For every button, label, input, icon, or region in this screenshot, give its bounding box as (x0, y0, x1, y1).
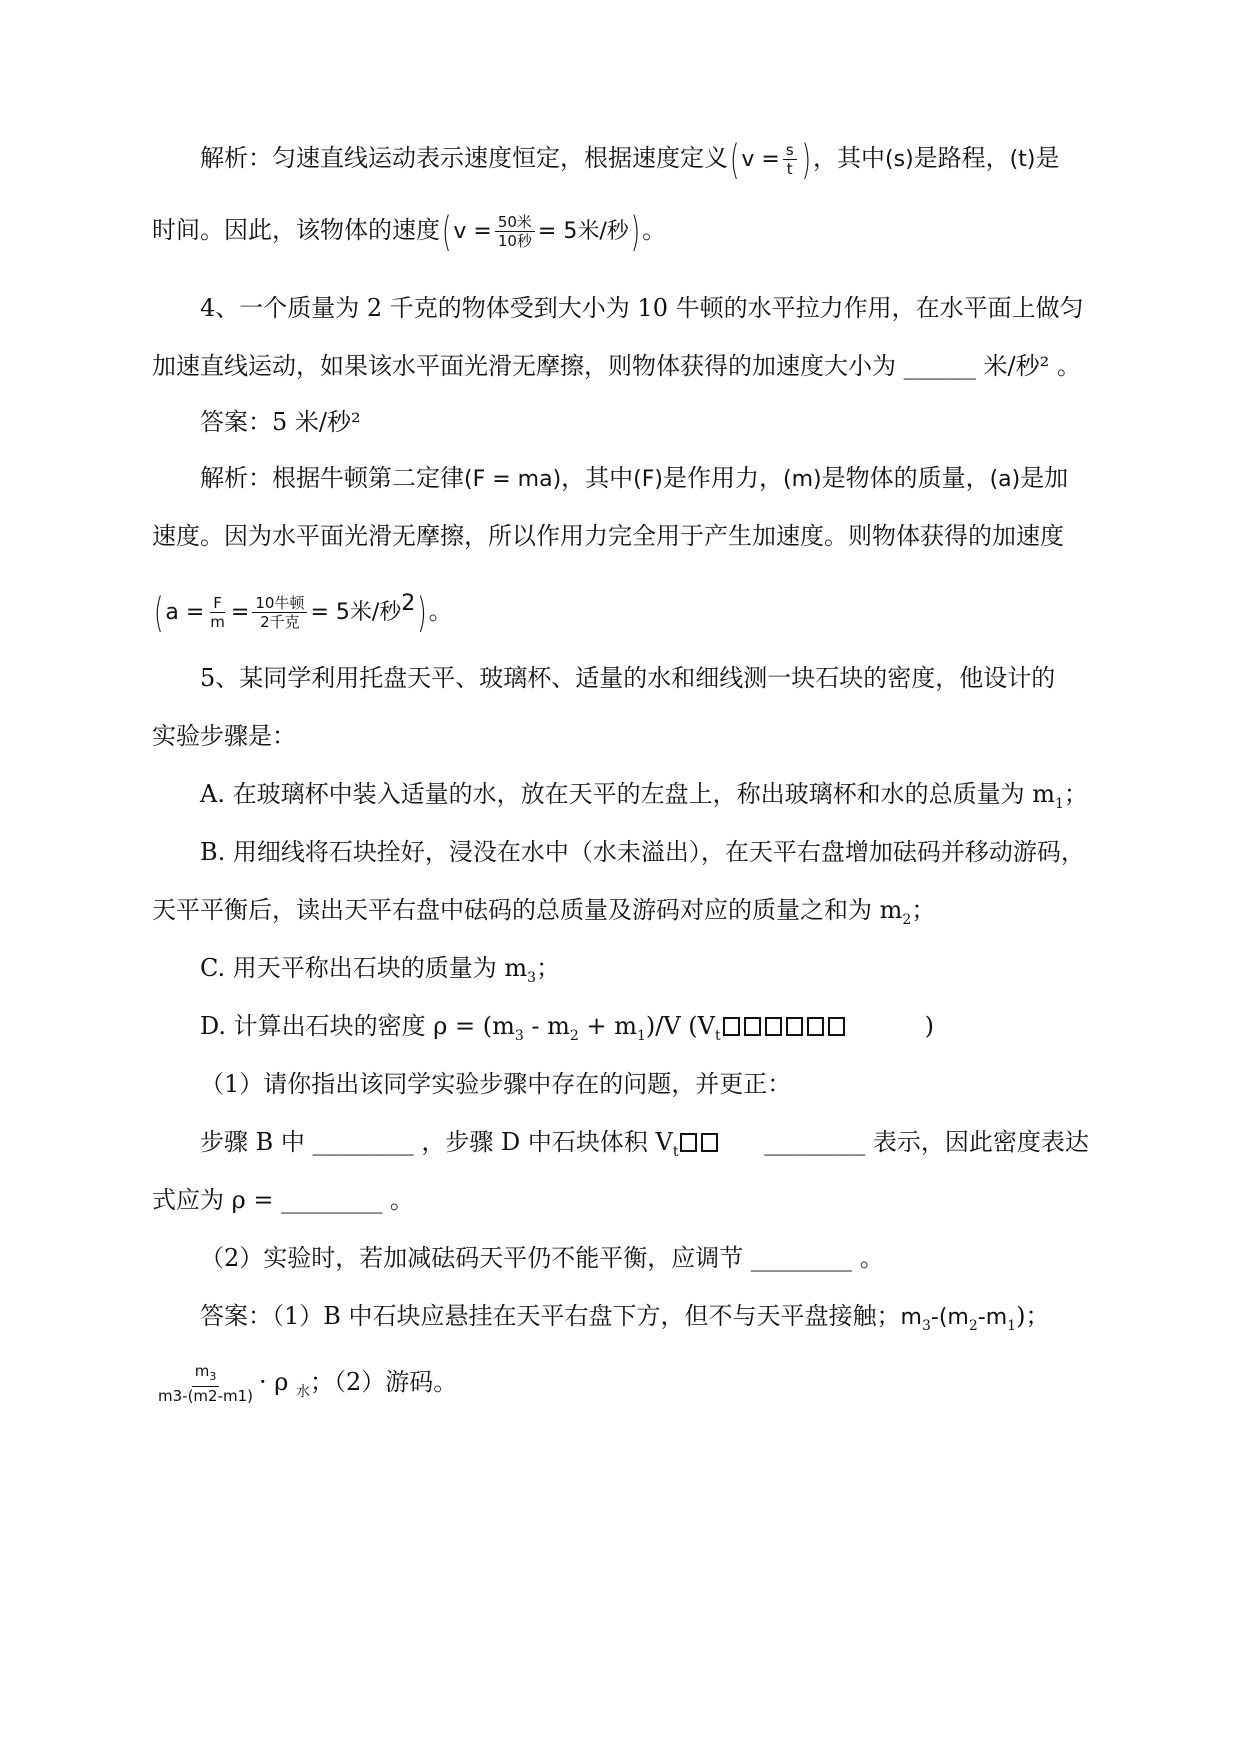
question-4-analysis-2: 速度。因为水平面光滑无摩擦，所以作用力完全用于产生加速度。则物体获得的加速度 (152, 522, 1064, 550)
answer-blank-4[interactable]: _______ (750, 1244, 853, 1272)
missing-glyph-box (680, 1133, 697, 1152)
answer-blank-3[interactable]: _______ (281, 1186, 383, 1214)
fraction-F-over-m: $\frac{F}{m}$ (210, 594, 225, 631)
fraction-density: $\frac{m_3}{m3-(m2-m1)}$ (158, 1362, 253, 1405)
density-formula-line: 式应为 ρ = _______ 。 (152, 1180, 1092, 1220)
sub-question-1: （1）请你指出该同学实验步骤中存在的问题，并更正： (200, 1070, 792, 1098)
answer-line-1: 答案：（1）B 中石块应悬挂在天平右盘下方，但不与天平盘接触；$m_3-(m_2-m_1)$； (200, 1302, 1050, 1334)
missing-glyph-box (723, 1017, 740, 1036)
question-5-line-1: 5、某同学利用托盘天平、玻璃杯、适量的水和细线测一块石块的密度，他设计的 (200, 664, 1056, 692)
sub-question-2: （2）实验时，若加减砝码天平仍不能平衡，应调节 _______ 。 (200, 1238, 1092, 1278)
missing-glyph-box (786, 1017, 803, 1036)
missing-glyph-box (765, 1017, 782, 1036)
question-4-answer: 答案：5 米/秒² (200, 408, 361, 436)
answer-line-2: $\frac{m_3}{m3-(m2-m1)}$ · ρ $_水$；（2）游码。 (152, 1362, 1092, 1412)
fraction-10N-over-2kg: $\frac{\text{10牛顿}}{\text{2千克}}$ (252, 594, 307, 631)
step-D: D. 计算出石块的密度 $\rho = (m_3 - m_2 + m_1)/V$ ($V_t$ ) (200, 1012, 935, 1044)
step-C: C. 用天平称出石块的质量为 $m_3$； (200, 954, 561, 986)
math: v = (741, 147, 780, 172)
missing-glyph-box (807, 1017, 824, 1036)
question-4-line-2: 加速直线运动，如果该水平面光滑无摩擦，则物体获得的加速度大小为 _____ 米/秒² 。 (152, 346, 1092, 386)
question-4-analysis-1: 解析：根据牛顿第二定律(F = ma)，其中(F)是作用力，(m)是物体的质量，(a)是加 (200, 464, 1069, 492)
answer-blank-1[interactable]: _______ (312, 1128, 414, 1156)
fraction-50m-over-10s: $\frac{\text{50米}}{\text{10秒}}$ (495, 213, 535, 250)
fraction-s-over-t: $\frac{s}{t}$ (783, 141, 797, 178)
question-4-analysis-3: (a = $\frac{F}{m}$ = $\frac{\text{10牛顿}}{\text{2千克}}$ = 5米/秒$^2$)。 (154, 588, 453, 637)
missing-glyph-box (828, 1017, 845, 1036)
question-5-line-2: 实验步骤是： (152, 722, 296, 750)
answer-blank[interactable]: _____ (903, 352, 976, 380)
answer-blank-2[interactable]: _______ (764, 1128, 866, 1156)
missing-glyph-box (744, 1017, 761, 1036)
analysis-line-2: 时间。因此，该物体的速度(v = $\frac{\text{50米}}{\text{10秒}}$ = 5米/秒)。 (152, 207, 667, 256)
paren-close: ) (801, 135, 812, 184)
analysis-line-1: 解析：匀速直线运动表示速度恒定，根据速度定义(v = $\frac{s}{t}$ )，其中(s)是路程，(t)是 (200, 138, 1092, 180)
step-B-line-1: B. 用细线将石块拴好，浸没在水中（水未溢出），在天平右盘增加砝码并移动游码， (200, 838, 1085, 866)
paren-open: ( (730, 135, 740, 184)
step-B-line-2: 天平平衡后，读出天平右盘中砝码的总质量及游码对应的质量之和为 $m_2$； (152, 896, 936, 928)
sub-question-1-fill: 步骤 B 中 _______ ，步骤 D 中石块体积 $V_t$ _______ 表示，因此密度表达 (200, 1122, 1092, 1172)
question-4-line-1: 4、一个质量为 2 千克的物体受到大小为 10 牛顿的水平拉力作用，在水平面上做匀 (200, 294, 1084, 322)
step-A: A. 在玻璃杯中装入适量的水，放在天平的左盘上，称出玻璃杯和水的总质量为 $m_1$； (200, 780, 1088, 812)
text: 解析：匀速直线运动表示速度恒定，根据速度定义 (200, 144, 728, 172)
missing-glyph-box (701, 1133, 718, 1152)
